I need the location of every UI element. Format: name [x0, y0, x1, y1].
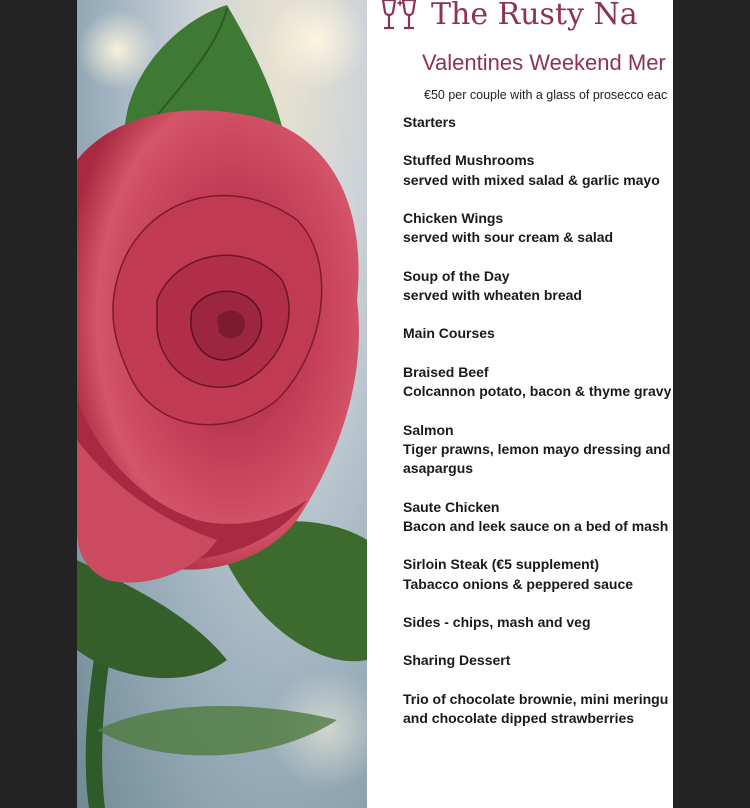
red-rose-photo [77, 0, 367, 808]
item-desc: Tiger prawns, lemon mayo dressing and [403, 440, 671, 457]
section-heading-starters: Starters [403, 114, 456, 130]
item-desc: Trio of chocolate brownie, mini meringu [403, 690, 669, 707]
item-name: Salmon [403, 421, 454, 438]
wine-glasses-icon [377, 0, 425, 34]
section-heading-dessert: Sharing Dessert [403, 652, 511, 669]
viewer-right-margin [673, 0, 750, 808]
item-desc: and chocolate dipped strawberries [403, 709, 635, 726]
menu-title: Valentines Weekend Mer [422, 50, 666, 75]
sides-line: Sides - chips, mash and veg [403, 613, 591, 630]
item-name: Braised Beef [403, 363, 489, 380]
item-desc: Tabacco onions & peppered sauce [403, 575, 634, 592]
item-name: Soup of the Day [403, 267, 510, 284]
brand-header [377, 0, 638, 36]
rose-illustration [77, 0, 367, 808]
section-heading-main-courses: Main Courses [403, 325, 495, 342]
menu-subtitle: €50 per couple with a glass of prosecco eac [424, 88, 668, 102]
item-desc: Colcannon potato, bacon & thyme gravy [403, 383, 672, 400]
item-name: Sirloin Steak (€5 supplement) [403, 556, 600, 573]
item-desc: served with mixed salad & garlic mayo [403, 171, 660, 188]
menu-items [403, 113, 673, 728]
item-desc: served with wheaten bread [403, 287, 582, 304]
item-desc: asapargus [403, 460, 474, 477]
restaurant-name: The Rusty Na [431, 0, 638, 32]
item-desc: served with sour cream & salad [403, 229, 614, 246]
menu-page [367, 0, 673, 808]
item-name: Saute Chicken [403, 498, 500, 515]
viewer-left-margin [0, 0, 77, 808]
item-name: Chicken Wings [403, 210, 504, 227]
item-name: Stuffed Mushrooms [403, 152, 535, 169]
item-desc: Bacon and leek sauce on a bed of mash [403, 517, 669, 534]
